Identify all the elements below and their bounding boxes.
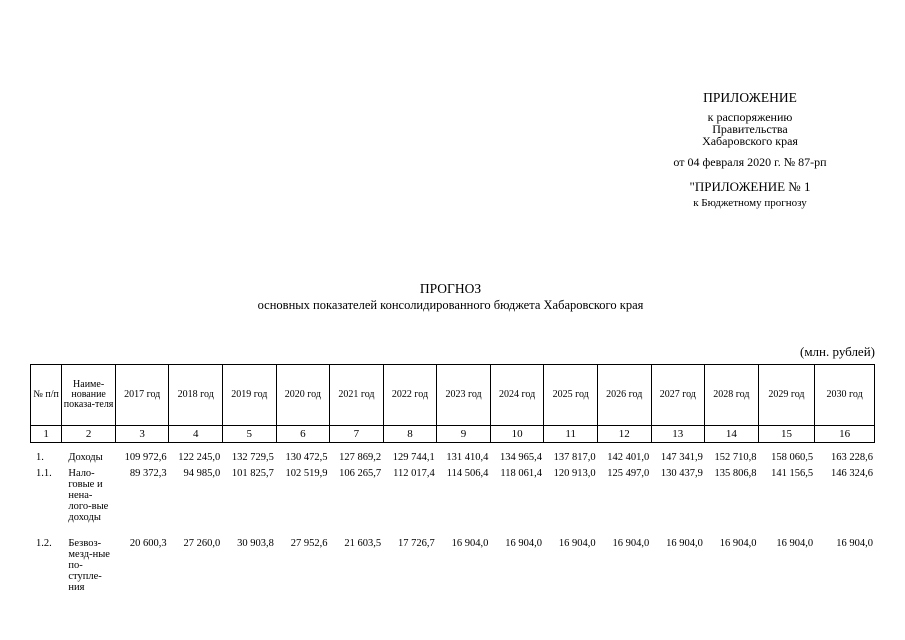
table-cell: 101 825,7 xyxy=(231,468,274,479)
appendix-line-3: Хабаровского края xyxy=(702,134,798,148)
column-header: Наиме-нование показа-теля xyxy=(62,365,116,426)
table-cell: 16 904,0 xyxy=(666,538,703,549)
table-cell: 20 600,3 xyxy=(129,538,167,549)
appendix-line-2: Правительства xyxy=(712,122,788,136)
column-number: 6 xyxy=(276,426,330,443)
table-cell: 132 729,5 xyxy=(231,452,274,463)
column-number: 3 xyxy=(115,426,169,443)
table-cell: 94 985,0 xyxy=(183,468,221,479)
table-cell: 114 506,4 xyxy=(446,468,489,479)
table-cell: 130 437,9 xyxy=(660,468,703,479)
table-cell: 27 260,0 xyxy=(183,538,221,549)
table-cell: 89 372,3 xyxy=(129,468,167,479)
appendix-line-1: к распоряжению xyxy=(707,110,793,124)
column-header: 2022 год xyxy=(383,365,437,426)
document-subtitle: основных показателей консолидированного бюджета Хабаровского края xyxy=(257,298,644,312)
column-number: 2 xyxy=(62,426,116,443)
column-number: 11 xyxy=(544,426,598,443)
column-number: 1 xyxy=(31,426,62,443)
appendix-order-block xyxy=(630,111,870,147)
row-number: 1. xyxy=(36,452,44,463)
column-header: 2017 год xyxy=(115,365,169,426)
data-table xyxy=(30,452,875,598)
table-cell: 16 904,0 xyxy=(558,538,596,549)
column-number: 8 xyxy=(383,426,437,443)
table-cell: 16 904,0 xyxy=(836,538,873,549)
table-cell: 130 472,5 xyxy=(285,452,328,463)
table-cell: 137 817,0 xyxy=(553,452,596,463)
appendix-reference-title: "ПРИЛОЖЕНИЕ № 1 xyxy=(689,179,811,194)
column-number: 13 xyxy=(651,426,705,443)
table-cell: 146 324,6 xyxy=(831,468,873,479)
column-header: 2030 год xyxy=(815,365,875,426)
table-cell: 135 806,8 xyxy=(714,468,757,479)
table-row xyxy=(30,452,875,468)
column-header: 2029 год xyxy=(758,365,815,426)
table-cell: 158 060,5 xyxy=(771,452,814,463)
column-header: 2018 год xyxy=(169,365,223,426)
column-number: 7 xyxy=(330,426,384,443)
table-cell: 118 061,4 xyxy=(500,468,542,479)
header-table xyxy=(30,364,875,443)
table-cell: 122 245,0 xyxy=(178,452,221,463)
column-header: 2028 год xyxy=(705,365,759,426)
appendix-title: ПРИЛОЖЕНИЕ xyxy=(703,90,797,105)
row-number: 1.1. xyxy=(36,468,52,479)
table-row xyxy=(30,538,875,598)
appendix-order-date: от 04 февраля 2020 г. № 87-рп xyxy=(673,155,827,169)
column-header: 2024 год xyxy=(490,365,544,426)
table-cell: 17 726,7 xyxy=(397,538,435,549)
table-cell: 16 904,0 xyxy=(719,538,757,549)
table-cell: 131 410,4 xyxy=(446,452,489,463)
table-cell: 147 341,9 xyxy=(660,452,703,463)
column-number: 10 xyxy=(490,426,544,443)
table-cell: 102 519,9 xyxy=(285,468,328,479)
column-number: 14 xyxy=(705,426,759,443)
column-number: 12 xyxy=(597,426,651,443)
column-header: 2027 год xyxy=(651,365,705,426)
column-header: 2025 год xyxy=(544,365,598,426)
units-label: (млн. рублей) xyxy=(800,344,875,359)
row-name: Доходы xyxy=(68,452,103,463)
table-cell: 141 156,5 xyxy=(771,468,814,479)
table-cell: 142 401,0 xyxy=(607,452,650,463)
appendix-reference-line: к Бюджетному прогнозу xyxy=(693,197,807,209)
column-header: 2019 год xyxy=(223,365,277,426)
table-cell: 109 972,6 xyxy=(124,452,167,463)
table-cell: 27 952,6 xyxy=(290,538,328,549)
document-title: ПРОГНОЗ xyxy=(419,281,482,296)
table-cell: 21 603,5 xyxy=(344,538,382,549)
table-cell: 134 965,4 xyxy=(499,452,542,463)
row-number: 1.2. xyxy=(36,538,52,549)
table-cell: 16 904,0 xyxy=(505,538,542,549)
numbering-row xyxy=(31,426,875,443)
column-header: 2023 год xyxy=(437,365,491,426)
table-cell: 16 904,0 xyxy=(776,538,814,549)
column-number: 4 xyxy=(169,426,223,443)
row-name: Безвоз-мезд-ные по-ступле-ния xyxy=(68,538,110,593)
column-header: 2021 год xyxy=(330,365,384,426)
column-header: 2020 год xyxy=(276,365,330,426)
table-cell: 16 904,0 xyxy=(451,538,489,549)
column-header: 2026 год xyxy=(597,365,651,426)
column-number: 15 xyxy=(758,426,815,443)
table-cell: 129 744,1 xyxy=(392,452,435,463)
table-cell: 120 913,0 xyxy=(553,468,596,479)
table-cell: 106 265,7 xyxy=(339,468,382,479)
table-cell: 152 710,8 xyxy=(714,452,757,463)
row-name: Нало-говые и нена-лого-вые доходы xyxy=(68,468,109,523)
column-number: 5 xyxy=(223,426,277,443)
table-cell: 127 869,2 xyxy=(339,452,382,463)
table-cell: 112 017,4 xyxy=(393,468,435,479)
header-row xyxy=(31,365,875,426)
table-cell: 125 497,0 xyxy=(607,468,650,479)
table-row xyxy=(30,468,875,538)
table-cell: 16 904,0 xyxy=(612,538,650,549)
column-header: № п/п xyxy=(31,365,62,426)
table-cell: 30 903,8 xyxy=(237,538,274,549)
table-cell: 163 228,6 xyxy=(831,452,873,463)
column-number: 9 xyxy=(437,426,491,443)
column-number: 16 xyxy=(815,426,875,443)
